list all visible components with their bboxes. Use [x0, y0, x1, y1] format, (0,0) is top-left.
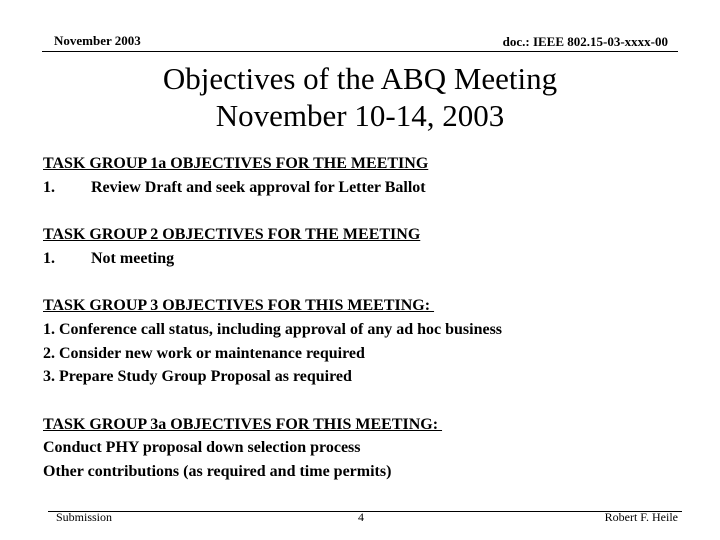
tg1a-item-1-text: Review Draft and seek approval for Letter Ballot [91, 178, 426, 196]
tg3-item-3: 3. Prepare Study Group Proposal as required [43, 368, 352, 386]
spacer [43, 199, 683, 223]
slide-title [0, 60, 720, 134]
slide-body [43, 152, 683, 484]
spacer [43, 389, 683, 413]
tg3-heading: TASK GROUP 3 OBJECTIVES FOR THIS MEETING: [43, 297, 435, 315]
spacer [43, 270, 683, 294]
footer-author: Robert F. Heile [604, 510, 678, 524]
title-line-1: Objectives of the ABQ Meeting [162, 61, 558, 96]
tg2-heading: TASK GROUP 2 OBJECTIVES FOR THE MEETING [43, 226, 421, 244]
tg1a-item-1-number: 1. [43, 178, 55, 196]
tg1a-heading: TASK GROUP 1a OBJECTIVES FOR THE MEETING [43, 155, 429, 172]
tg1a-item-1 [43, 176, 683, 200]
footer-page-number: 4 [358, 510, 364, 524]
tg3a-line-1: Conduct PHY proposal down selection process [43, 439, 361, 457]
header-date: November 2003 [54, 33, 141, 48]
tg2-item-1 [43, 247, 683, 271]
tg2-item-1-number: 1. [43, 249, 55, 267]
header-doc-id: doc.: IEEE 802.15-03-xxxx-00 [502, 34, 668, 49]
footer-divider [48, 511, 682, 512]
header-divider [42, 51, 678, 52]
tg3a-heading: TASK GROUP 3a OBJECTIVES FOR THIS MEETING: [43, 415, 443, 433]
tg3a-line-2: Other contributions (as required and time permits) [43, 462, 392, 480]
tg3-item-2: 2. Consider new work or maintenance required [43, 344, 365, 362]
tg2-item-1-text: Not meeting [91, 249, 175, 267]
tg3-item-1: 1. Conference call status, including approval of any ad hoc business [43, 320, 503, 338]
footer-submission: Submission [56, 510, 113, 524]
title-line-2: November 10-14, 2003 [215, 98, 505, 133]
